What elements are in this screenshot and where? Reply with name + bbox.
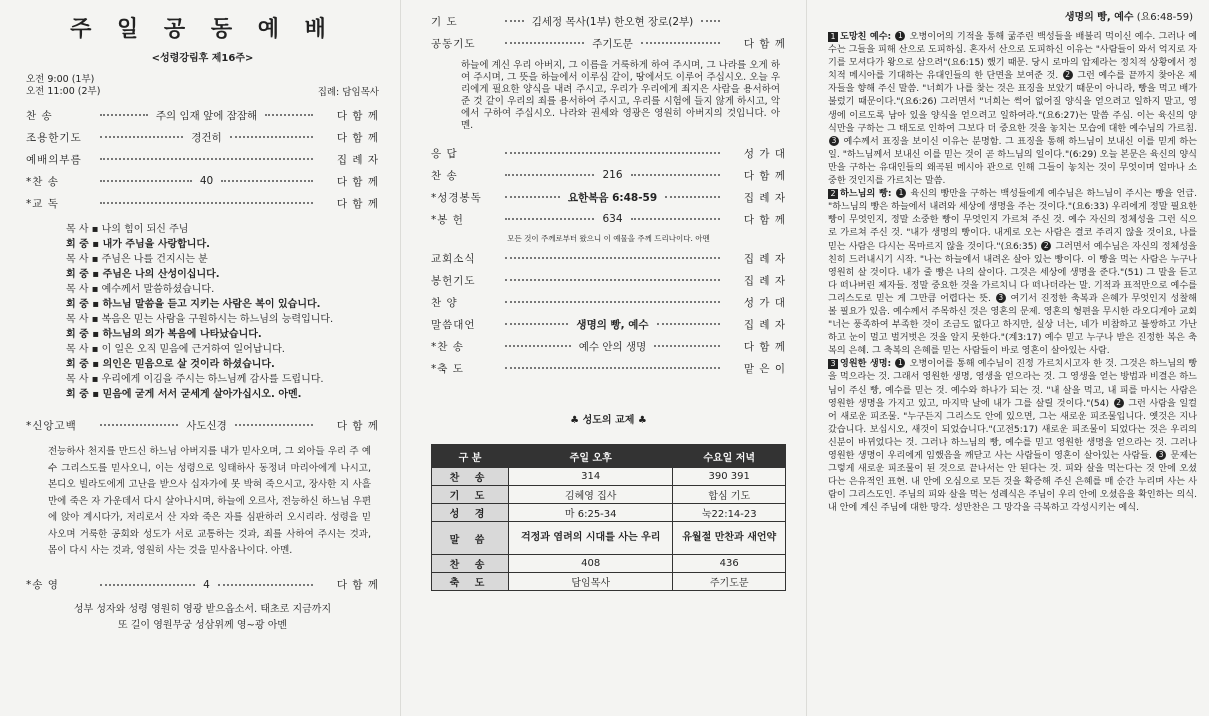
section-heading: 하느님의 빵: bbox=[840, 189, 892, 200]
congregation-line bbox=[66, 297, 379, 312]
order-value: 경건히 bbox=[191, 131, 222, 144]
sermon-section-1: 1 도망친 예수: 1 오병이어의 기적을 통해 굶주린 백성들을 배불리 먹이신 예수. 그러나 예수는 그들을 피해 산으로 도피하심. 혼자서 산으로 도피하신 이유는 "사람들이 와서 억지로 자기를 모셔다가 왕으로 삼으려"(요6:15) 했기 때문. 당시 로마의 압제라는 정치적 상황에서 정치적 메시아를 기대하는 유대인들의 한 단면을 보여준 것. 2 그런 예수를 끝까지 찾아온 제자들을 향해 주신 말씀. "너희가 나를 찾는 것은 표징을 보았기 때문이 아니라, 빵을 먹고 배가 불렀기 때문이다."(요6:26) 그러면서 "너희는 썩어 없어질 양식을 얻으려고 일하지 말고, 영생에 이르도록 남아 있을 양식을 얻으려고 일하여라."(요6:27)는 말씀 주심. 이는 육신의 양식만을 구하는 그 태도로 인하여 그보다 더 중요한 것을 놓치는 모습에 대한 예수님의 가르침. 3 예수께서 표징을 보이신 이유는 분명함. 그 표징을 통해 하느님이 보내신 이를 믿게 하는 일. "하느님께서 보내신 이를 믿는 것이 곧 하느님의 일이다."(6:29) 오늘 본문은 육신의 양식만을 구하는 유대인들의 왜곡된 메시아 관으로 인해 그들이 놓치는 것이 무엇이며 얼마나 소중한 것인지를 가르치는 말씀. bbox=[828, 31, 1198, 187]
order-role: 다 함 께 bbox=[336, 197, 379, 210]
bullet-icon: ▪ bbox=[88, 269, 103, 280]
order-value: 216 bbox=[602, 169, 623, 181]
service-times bbox=[26, 74, 379, 98]
table-cell: 찬 송 bbox=[432, 468, 509, 486]
order-label: 말씀대언 bbox=[431, 318, 476, 331]
order-list-mid bbox=[431, 142, 786, 230]
speaker-label: 목 사 bbox=[66, 224, 89, 235]
order-label: 찬 양 bbox=[431, 296, 458, 309]
page-title: 주 일 공 동 예 배 bbox=[70, 17, 335, 42]
order-role: 집 례 자 bbox=[743, 318, 786, 331]
order-role: 다 함 께 bbox=[336, 109, 379, 122]
table-cell: 390 391 bbox=[673, 468, 786, 486]
offering-note: 모든 것이 주께로부터 왔으니 이 예물을 주께 드리나이다. 아멘 bbox=[507, 234, 710, 243]
speaker-label: 목 사 bbox=[66, 344, 89, 355]
doxology-text bbox=[26, 602, 379, 634]
congregation-line bbox=[66, 387, 379, 402]
order-value: 4 bbox=[203, 578, 210, 591]
order-role: 다 함 께 bbox=[336, 579, 379, 591]
table-cell: 눅22:14-23 bbox=[673, 504, 786, 522]
order-row bbox=[431, 313, 786, 335]
table-cell: 마 6:25-34 bbox=[509, 504, 673, 522]
order-role: 다 함 께 bbox=[743, 213, 786, 226]
order-label: *찬 송 bbox=[431, 340, 464, 353]
order-label: *성경봉독 bbox=[431, 191, 482, 204]
table-cell: 김혜영 집사 bbox=[509, 486, 673, 504]
reading-text: 내가 주님을 사랑합니다. bbox=[102, 239, 210, 250]
order-role: 다 함 께 bbox=[743, 340, 786, 353]
order-role: 맡 은 이 bbox=[743, 362, 786, 375]
order-role: 집 례 자 bbox=[743, 252, 786, 265]
bullet-icon: ▪ bbox=[88, 284, 102, 295]
order-role: 성 가 대 bbox=[743, 147, 786, 160]
order-label: *교 독 bbox=[26, 197, 59, 210]
order-value: 634 bbox=[602, 213, 623, 225]
sermon-section-2: 2 하느님의 빵: 1 육신의 빵만을 구하는 백성들에게 예수님은 하느님이 주시는 빵을 언급. "하느님의 빵은 하늘에서 내려와 세상에 생명을 주는 것이다."(요6:33) 우리에게 정말 필요한 빵이 무엇인지, 정말 소중한 빵이 무엇인지 가르쳐 주신 것. 예수 자신의 정체성을 그런 식으로 가르쳐 주신 것. "내가 생명의 빵이다. 내게로 오는 사람은 결코 주리지 않을 것이요, 나를 믿는 사람은 다시는 목마르지 않을 것이다."(요6:35) 2 그러면서 예수님은 자신의 정체성을 친히 드러내시기 시작. "나는 하늘에서 내려온 살아 있는 빵이다. 이 빵을 먹는 사람은 누구나 영원히 살 것이다. 내가 줄 빵은 나의 살이다. 그것은 세상에 생명을 준다."(51) 그 말을 듣고 다 떠나버린 제자들. 정말 중요한 것을 가르치니 다 떠나더라는 말. 기적과 표적만으로 예수를 그리스도로 믿는 게 그만큼 어렵다는 뜻. 3 여기서 진정한 축복과 은혜가 무엇인지 성찰해 볼 필요가 있음. 예수께서 주목하신 것은 영혼의 문제. 영혼의 형편을 무시한 라오디게아 교회 "너는 풍족하여 부족한 것이 조금도 없다고 하지만, 실상 너는, 네가 비참하고 불쌍하고 가난하고 눈이 멀고 벌거벗은 것을 알지 못한다."(계3:17) 예수 믿고 누구나 받은 진정한 복은 축복의 은혜. 그 축복의 은혜를 믿는 사람들이 바로 영혼이 살아있는 사람. bbox=[828, 188, 1197, 357]
worship-order-panel bbox=[0, 0, 395, 716]
lords-prayer: 하늘에 계신 우리 아버지, 그 이름을 거룩하게 하여 주시며, 그 나라를 오게 하여 주시며, 그 뜻을 하늘에서 이루심 같이, 땅에서도 이루어 주십시오. 오늘 우리에게 필요한 양식을 내려 주시고, 우리가 우리에게 죄지은 사람을 용서하여 준 것 같이 우리의 죄를 용서하여 주시고, 우리를 시험에 들지 않게 하시고, 악에서 구하여 주십시오. 나라와 권세와 영광은 영원히 아버지의 것입니다. 아멘. bbox=[461, 60, 780, 131]
table-row bbox=[432, 573, 786, 591]
speaker-label: 회 중 bbox=[66, 359, 89, 370]
section-heading: 도망친 예수: bbox=[840, 32, 892, 42]
reading-text: 하느님의 의가 복음에 나타났습니다. bbox=[102, 329, 262, 340]
order-list-top bbox=[431, 10, 786, 54]
order-row bbox=[431, 335, 786, 357]
order-row bbox=[431, 186, 786, 208]
pastor-line bbox=[66, 282, 379, 297]
order-value: 40 bbox=[199, 175, 214, 187]
table-cell: 축 도 bbox=[432, 573, 509, 591]
speaker-label: 목 사 bbox=[66, 284, 89, 295]
bullet-icon: ▪ bbox=[88, 359, 103, 370]
sermon-panel bbox=[812, 0, 1209, 716]
sermon-reference: (요6:48-59) bbox=[1136, 12, 1193, 23]
table-cell: 찬 송 bbox=[432, 555, 509, 573]
order-role: 다 함 께 bbox=[743, 37, 786, 50]
order-role: 집 례 자 bbox=[743, 191, 786, 204]
order-row bbox=[26, 192, 379, 214]
bullet-icon: ▪ bbox=[88, 314, 102, 325]
fellowship-table bbox=[431, 444, 786, 591]
pastor-line bbox=[66, 312, 379, 327]
section-heading: 영원한 생명: bbox=[840, 359, 892, 370]
speaker-label: 회 중 bbox=[66, 329, 89, 340]
reading-text: 이 일은 오직 믿음에 근거하여 일어납니다. bbox=[101, 344, 285, 355]
order-row bbox=[431, 10, 786, 32]
order-role: 다 함 께 bbox=[336, 419, 379, 432]
order-label: 공동기도 bbox=[431, 37, 476, 50]
reading-text: 예수께서 말씀하셨습니다. bbox=[101, 284, 215, 295]
reading-text: 믿음에 굳게 서서 굳세게 살아가십시오. 아멘. bbox=[102, 389, 302, 400]
fellowship-heading: ♣ 성도의 교제 ♣ bbox=[570, 415, 647, 426]
table-header: 구 분 bbox=[432, 445, 509, 468]
order-row-doxology bbox=[26, 574, 379, 596]
order-row bbox=[26, 170, 379, 192]
time-second: 오전 11:00 (2부) bbox=[26, 86, 101, 97]
table-cell: 314 bbox=[509, 468, 673, 486]
speaker-label: 회 중 bbox=[66, 269, 89, 280]
order-label: *송 영 bbox=[26, 579, 59, 591]
order-label: 봉헌기도 bbox=[431, 274, 476, 287]
order-row bbox=[431, 291, 786, 313]
reading-text: 하느님 말씀을 듣고 지키는 사람은 복이 있습니다. bbox=[102, 299, 321, 310]
order-label: 기 도 bbox=[431, 15, 458, 28]
pastor-line bbox=[66, 342, 379, 357]
order-value: 김세정 목사(1부) 한오현 장로(2부) bbox=[531, 15, 694, 28]
order-list-bottom bbox=[431, 247, 786, 379]
order-label: 응 답 bbox=[431, 147, 458, 160]
speaker-label: 회 중 bbox=[66, 239, 89, 250]
table-cell: 주기도문 bbox=[673, 573, 786, 591]
table-header: 수요일 저녁 bbox=[673, 445, 786, 468]
order-row bbox=[431, 247, 786, 269]
order-role: 다 함 께 bbox=[336, 131, 379, 144]
order-value: 주기도문 bbox=[592, 37, 633, 50]
order-role: 다 함 께 bbox=[743, 169, 786, 182]
speaker-label: 목 사 bbox=[66, 374, 89, 385]
congregation-line bbox=[66, 327, 379, 342]
table-cell: 말 씀 bbox=[432, 522, 509, 555]
reading-text: 주님은 나를 건지시는 분 bbox=[101, 254, 208, 265]
speaker-label: 회 중 bbox=[66, 299, 89, 310]
order-value: 주의 임재 앞에 잠잠해 bbox=[155, 109, 258, 122]
bullet-icon: ▪ bbox=[88, 374, 102, 385]
table-row bbox=[432, 468, 786, 486]
table-cell: 담임목사 bbox=[509, 573, 673, 591]
table-cell: 기 도 bbox=[432, 486, 509, 504]
order-label: 예배의부름 bbox=[26, 153, 82, 166]
reading-text: 복음은 믿는 사람을 구원하시는 하느님의 능력입니다. bbox=[101, 314, 334, 325]
order-value: 요한복음 6:48-59 bbox=[567, 191, 658, 204]
order-row bbox=[26, 148, 379, 170]
table-row bbox=[432, 504, 786, 522]
presider: 집례: 담임목사 bbox=[317, 87, 379, 98]
pastor-line bbox=[66, 372, 379, 387]
bullet-icon: ▪ bbox=[88, 344, 102, 355]
table-cell: 유월절 만찬과 새언약 bbox=[673, 522, 786, 555]
responsive-reading bbox=[66, 222, 379, 402]
order-role: 집 례 자 bbox=[336, 153, 379, 166]
order-value: 사도신경 bbox=[186, 419, 227, 432]
order-row bbox=[431, 32, 786, 54]
sermon-body bbox=[828, 31, 1197, 515]
reading-text: 주님은 나의 산성이십니다. bbox=[102, 269, 220, 280]
sermon-section-3: 3 영원한 생명: 1 오병이어를 통해 예수님이 진정 가르치시고자 한 것. 그것은 하느님의 빵을 먹으라는 것. 그래서 영원한 생명, 영생을 얻으라는 것. 그 영생을 얻는 방법과 비결은 하느님이 주신 빵, 예수를 믿는 것. 예수와 하나가 되는 것. "내 살을 먹고, 내 피를 마시는 사람은 영원한 생명을 가지고 있고, 마지막 날에 내가 그를 살릴 것이다."(54) 2 그런 사람을 일컬어 새로운 피조물. "누구든지 그리스도 안에 있으면, 그는 새로운 피조물입니다. 옛것은 지나갔습니다. 보십시오, 새것이 되었습니다."(고전5:17) 새로운 피조물이 되었다는 것은 우리의 신분이 바뀌었다는 것. 그러나 하느님의 빵, 예수를 믿고 영원한 생명을 얻으라는 것. 그러나 영원한 생명이 우리에게 임했음을 깨닫고 사는 사람들이 영혼이 살아있는 사람들. 3 문제는 그렇게 새로운 피조물이 된 것으로 끝나서는 안 된다는 것. 피와 살을 먹는다는 것 안에 오셨다는 은유적인 표현. 내 안에 오심으로 모든 것을 확증해 주신 은혜를 매 순간 누리며 사는 사람이 그리스도인. 주님의 피와 살을 먹는 성례식은 주님이 우리 안에 오셨음을 확인하는 의식. 내 안에 계신 주님에 대한 망각. 성만찬은 그 망각을 극복하고 각성시키는 예식. bbox=[828, 358, 1198, 514]
order-role: 집 례 자 bbox=[743, 274, 786, 287]
order-value: 생명의 빵, 예수 bbox=[576, 318, 649, 331]
bullet-icon: ▪ bbox=[88, 389, 103, 400]
speaker-label: 목 사 bbox=[66, 254, 89, 265]
congregation-line bbox=[66, 267, 379, 282]
order-role: 다 함 께 bbox=[336, 175, 379, 188]
order-row-creed bbox=[26, 414, 379, 436]
pastor-line bbox=[66, 252, 379, 267]
apostles-creed: 전능하사 천지를 만드신 하느님 아버지를 내가 믿사오며, 그 외아들 우리 주 예수 그리스도를 믿사오니, 이는 성령으로 잉태하사 동정녀 마리아에게 나시고, 본디오 빌라도에게 고난을 받으사 십자가에 못 박혀 죽으시고, 장사한 지 사흘 만에 죽은 자 가운데서 다시 살아나시며, 하늘에 오르사, 전능하신 하느님 우편에 앉아 계시다가, 저리로서 산 자와 죽은 자를 심판하러 오시리라. 성령을 믿사오며 거룩한 공회와 성도가 서로 교통하는 것과, 죄를 사하여 주시는 것과, 몸이 다시 사는 것과, 영원히 사는 것을 믿사옵나이다. 아멘. bbox=[48, 446, 371, 556]
order-row bbox=[26, 104, 379, 126]
table-cell: 408 bbox=[509, 555, 673, 573]
congregation-line bbox=[66, 237, 379, 252]
speaker-label: 목 사 bbox=[66, 314, 89, 325]
table-cell: 합심 기도 bbox=[673, 486, 786, 504]
doxology-line-1: 성부 성자와 성령 영원히 영광 받으옵소서. 태초로 지금까지 bbox=[73, 603, 332, 615]
order-row bbox=[431, 269, 786, 291]
order-label: *찬 송 bbox=[26, 175, 59, 188]
speaker-label: 회 중 bbox=[66, 389, 89, 400]
fold-line-2 bbox=[806, 0, 807, 716]
table-cell: 걱정과 염려의 시대를 사는 우리 bbox=[509, 522, 673, 555]
bullet-icon: ▪ bbox=[88, 299, 103, 310]
order-label: *신앙고백 bbox=[26, 419, 77, 432]
order-list bbox=[26, 104, 379, 214]
bullet-icon: ▪ bbox=[88, 239, 103, 250]
reading-text: 우리에게 이김을 주시는 하느님께 감사를 드립니다. bbox=[101, 374, 324, 385]
congregation-line bbox=[66, 357, 379, 372]
table-cell: 성 경 bbox=[432, 504, 509, 522]
order-row bbox=[431, 164, 786, 186]
order-label: *축 도 bbox=[431, 362, 464, 375]
order-row bbox=[431, 357, 786, 379]
table-row bbox=[432, 486, 786, 504]
sermon-title: 생명의 빵, 예수 bbox=[1064, 12, 1134, 23]
fold-line-1 bbox=[400, 0, 401, 716]
page-subtitle: <성령강림후 제16주> bbox=[151, 53, 254, 64]
order-row bbox=[431, 208, 786, 230]
order-role: 성 가 대 bbox=[743, 296, 786, 309]
order-label: 조용한기도 bbox=[26, 131, 82, 144]
worship-order-panel-2 bbox=[405, 0, 800, 716]
doxology-line-2: 또 길이 영원무궁 성삼위께 영~광 아멘 bbox=[117, 619, 288, 631]
bullet-icon: ▪ bbox=[88, 254, 102, 265]
order-row bbox=[431, 142, 786, 164]
order-label: 찬 송 bbox=[431, 169, 458, 182]
pastor-line bbox=[66, 222, 379, 237]
reading-text: 의인은 믿음으로 살 것이라 하셨습니다. bbox=[102, 359, 275, 370]
bullet-icon: ▪ bbox=[88, 224, 102, 235]
bullet-icon: ▪ bbox=[88, 329, 103, 340]
order-row bbox=[26, 126, 379, 148]
table-header: 주일 오후 bbox=[509, 445, 673, 468]
sermon-header bbox=[828, 8, 1193, 23]
table-row bbox=[432, 522, 786, 555]
reading-text: 나의 힘이 되신 주님 bbox=[101, 224, 189, 235]
order-label: 교회소식 bbox=[431, 252, 476, 265]
order-label: 찬 송 bbox=[26, 109, 53, 122]
table-cell: 436 bbox=[673, 555, 786, 573]
order-label: *봉 헌 bbox=[431, 213, 464, 226]
time-first: 오전 9:00 (1부) bbox=[26, 74, 95, 85]
table-row bbox=[432, 555, 786, 573]
order-value: 예수 안의 생명 bbox=[578, 340, 647, 353]
